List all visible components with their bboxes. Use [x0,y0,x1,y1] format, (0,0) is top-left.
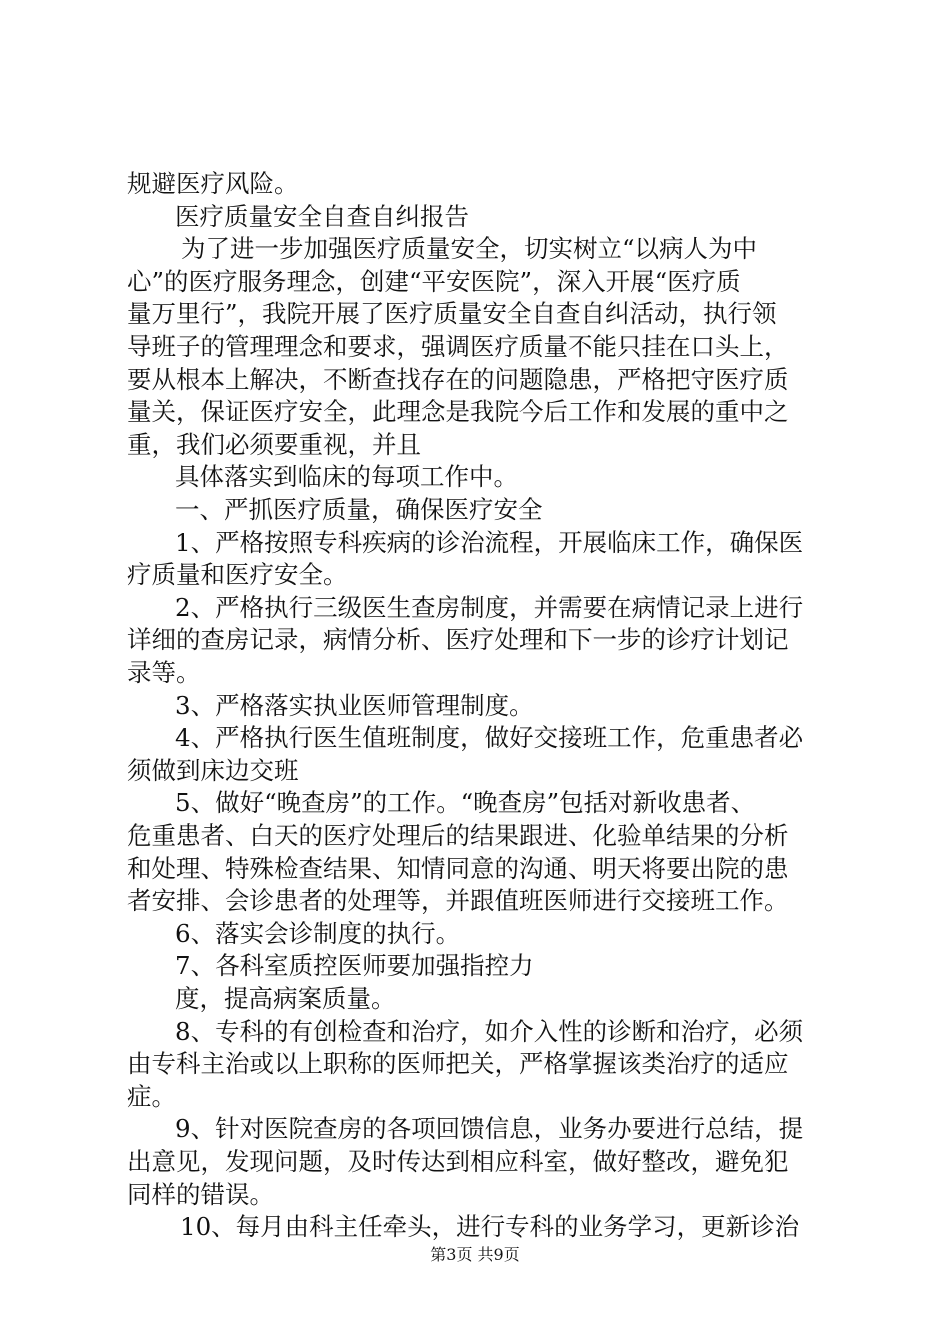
text-line: 危重患者、白天的医疗处理后的结果跟进、化验单结果的分析 [127,821,789,850]
text-line: 录等。 [127,658,201,687]
text-line: 由专科主治或以上职称的医师把关，严格掌握该类治疗的适应 [127,1049,789,1079]
section-title: 医疗质量安全自查自纠报告 [175,201,469,231]
text-line: 具体落实到临床的每项工作中。 [175,462,518,492]
text-line: 要从根本上解决，不断查找存在的问题隐患，严格把守医疗质 [127,364,789,394]
text-line: 心”的医疗服务理念，创建“平安医院”，深入开展“医疗质 [127,266,741,296]
text-line: 重，我们必须要重视，并且 [127,429,421,459]
text-line: 6、落实会诊制度的执行。 [175,918,461,948]
text-line: 规避医疗风险。 [127,169,299,198]
text-line: 导班子的管理理念和要求，强调医疗质量不能只挂在口头上， [127,332,789,361]
text-line: 为了进一步加强医疗质量安全，切实树立“以病人为中 [181,234,758,264]
text-line: 2、严格执行三级医生查房制度，并需要在病情记录上进行 [175,592,804,622]
section-heading: 一、严抓医疗质量，确保医疗安全 [175,495,543,524]
text-line: 者安排、会诊患者的处理等，并跟值班医师进行交接班工作。 [127,886,789,916]
text-line: 5、做好“晚查房”的工作。“晚查房”包括对新收患者、 [175,788,756,818]
text-line: 详细的查房记录，病情分析、医疗处理和下一步的诊疗计划记 [127,625,789,655]
page-number-footer: 第3页 共9页 [430,1245,520,1264]
text-line: 和处理、特殊检查结果、知情同意的沟通、明天将要出院的患 [127,853,789,883]
text-line: 3、严格落实执业医师管理制度。 [175,690,534,720]
text-line: 同样的错误。 [127,1179,274,1209]
text-line: 7、各科室质控医师要加强指控力 [175,951,534,981]
text-line: 症。 [127,1081,176,1111]
text-line: 度，提高病案质量。 [175,984,396,1013]
text-line: 须做到床边交班 [127,755,299,785]
text-line: 4、严格执行医生值班制度，做好交接班工作，危重患者必 [175,723,804,753]
text-line: 10、每月由科主任牵头，进行专科的业务学习，更新诊治 [180,1212,800,1242]
text-line: 疗质量和医疗安全。 [127,560,348,590]
text-line: 8、专科的有创检查和治疗，如介入性的诊断和治疗，必须 [175,1016,804,1046]
text-line: 量万里行”，我院开展了医疗质量安全自查自纠活动，执行领 [127,299,777,329]
text-line: 量关，保证医疗安全，此理念是我院今后工作和发展的重中之 [127,397,789,427]
text-line: 9、针对医院查房的各项回馈信息，业务办要进行总结，提 [175,1114,804,1144]
text-line: 1、严格按照专科疾病的诊治流程，开展临床工作，确保医 [175,527,804,557]
text-line: 出意见，发现问题，及时传达到相应科室，做好整改，避免犯 [127,1147,789,1176]
